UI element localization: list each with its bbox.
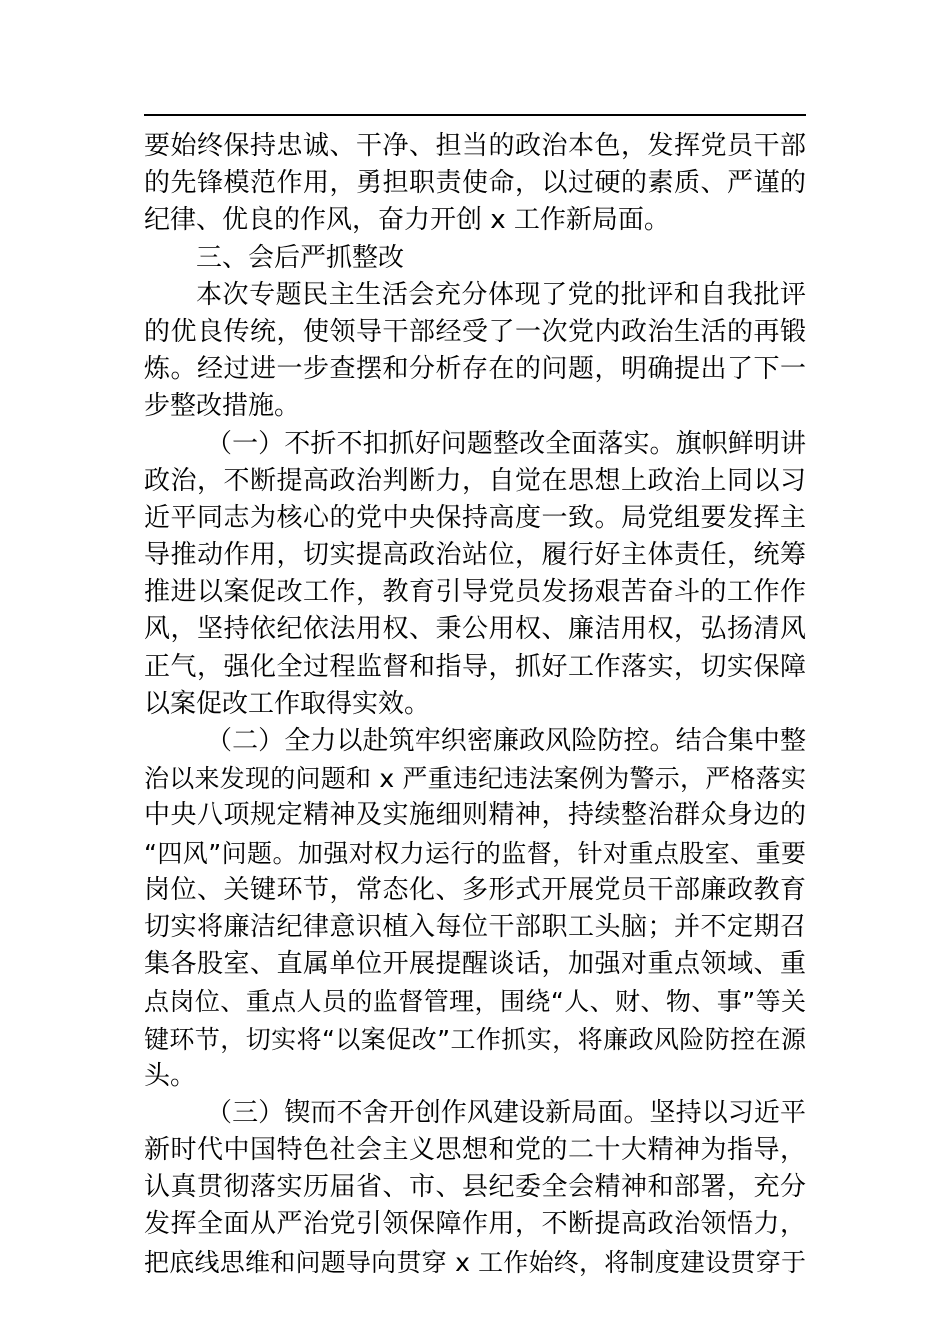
text-line: 岗位、关键环节，常态化、多形式开展党员干部廉政教育 (144, 874, 806, 905)
text-line: 风，坚持依纪依法用权、秉公用权、廉洁用权，弘扬清风 (144, 614, 806, 645)
text-line: 的优良传统，使领导干部经受了一次党内政治生活的再锻 (144, 316, 806, 347)
text-line: 步整改措施。 (144, 391, 301, 422)
section-heading: 三、会后严抓整改 (196, 242, 405, 273)
text-line: 头。 (144, 1060, 197, 1091)
text-line: 认真贯彻落实历届省、市、县纪委全会精神和部署，充分 (144, 1172, 806, 1203)
text-line: 纪律、优良的作风，奋力开创 x 工作新局面。 (144, 205, 670, 236)
text-line: 新时代中国特色社会主义思想和党的二十大精神为指导， (144, 1135, 806, 1166)
text-line: 集各股室、直属单位开展提醒谈话，加强对重点领域、重 (144, 949, 806, 980)
text-line: （三）锲而不舍开创作风建设新局面。坚持以习近平 (206, 1097, 806, 1128)
text-line: 的先锋模范作用，勇担职责使命，以过硬的素质、严谨的 (144, 168, 806, 199)
text-line: 切实将廉洁纪律意识植入每位干部职工头脑；并不定期召 (144, 911, 806, 942)
text-line: （一）不折不扣抓好问题整改全面落实。旗帜鲜明讲 (206, 428, 806, 459)
text-line: 点岗位、重点人员的监督管理，围绕“人、财、物、事”等关 (144, 987, 806, 1017)
document-body (144, 128, 806, 1281)
text-line: 正气，强化全过程监督和指导，抓好工作落实，切实保障 (144, 651, 806, 682)
text-line: 键环节，切实将“以案促改”工作抓实，将廉政风险防控在源 (144, 1024, 806, 1054)
text-line: 近平同志为核心的党中央保持高度一致。局党组要发挥主 (144, 502, 806, 533)
text-line: 把底线思维和问题导向贯穿 x 工作始终，将制度建设贯穿于 (144, 1247, 806, 1277)
text-line: 政治，不断提高政治判断力，自觉在思想上政治上同以习 (144, 465, 806, 496)
text-line: 要始终保持忠诚、干净、担当的政治本色，发挥党员干部 (144, 131, 806, 161)
text-line: 发挥全面从严治党引领保障作用，不断提高政治领悟力， (144, 1209, 806, 1240)
header-rule (144, 114, 806, 116)
text-line: 推进以案促改工作，教育引导党员发扬艰苦奋斗的工作作 (144, 577, 806, 608)
text-line: 导推动作用，切实提高政治站位，履行好主体责任，统筹 (144, 540, 806, 571)
text-line: 炼。经过进一步查摆和分析存在的问题，明确提出了下一 (144, 354, 806, 385)
text-line: “四风”问题。加强对权力运行的监督，针对重点股室、重要 (144, 838, 806, 868)
text-line: 中央八项规定精神及实施细则精神，持续整治群众身边的 (144, 800, 806, 831)
text-line: 治以来发现的问题和 x 严重违纪违法案例为警示，严格落实 (144, 764, 806, 794)
text-line: 本次专题民主生活会充分体现了党的批评和自我批评 (196, 279, 806, 310)
text-line: （二）全力以赴筑牢织密廉政风险防控。结合集中整 (206, 726, 806, 756)
text-line: 以案促改工作取得实效。 (144, 688, 431, 719)
